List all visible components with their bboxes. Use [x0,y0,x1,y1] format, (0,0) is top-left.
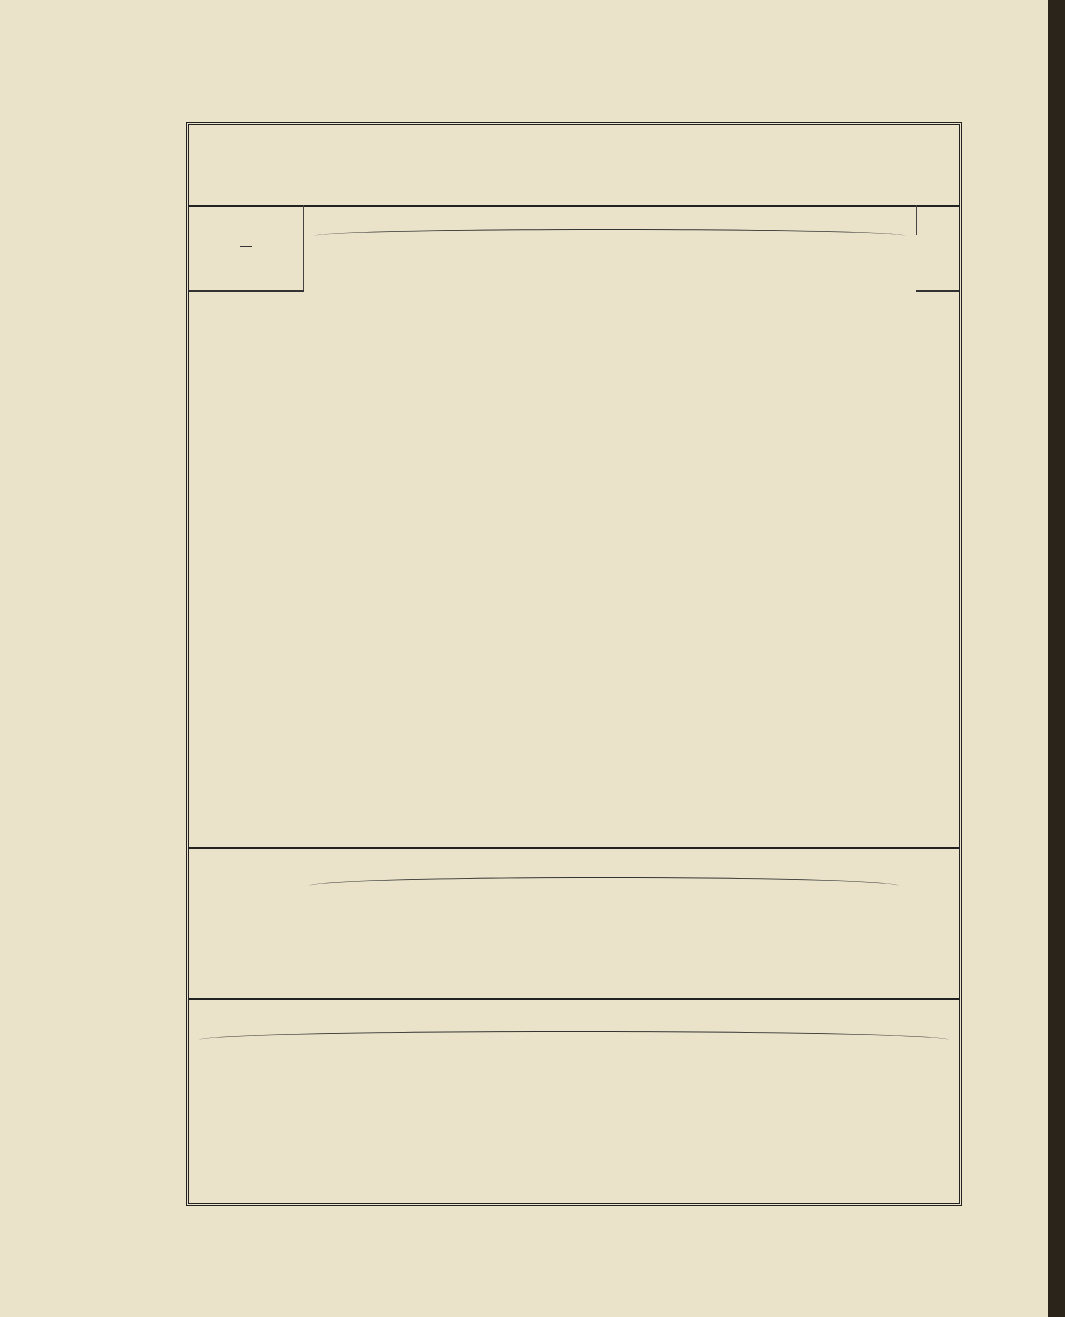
rain-header [916,205,959,291]
rumos-brace [314,229,906,236]
page-edge [1048,0,1065,1317]
title-box [189,125,959,207]
frequency-brace [309,877,899,886]
year-rule [240,246,252,249]
section-divider-2 [189,998,959,1000]
rumos-header [303,205,916,235]
section-divider-1 [189,847,959,849]
period-header-row [189,235,959,291]
wind-direction-table [189,205,959,292]
month-header [189,205,303,291]
table-frame [186,122,962,1206]
elements-brace [199,1031,949,1040]
